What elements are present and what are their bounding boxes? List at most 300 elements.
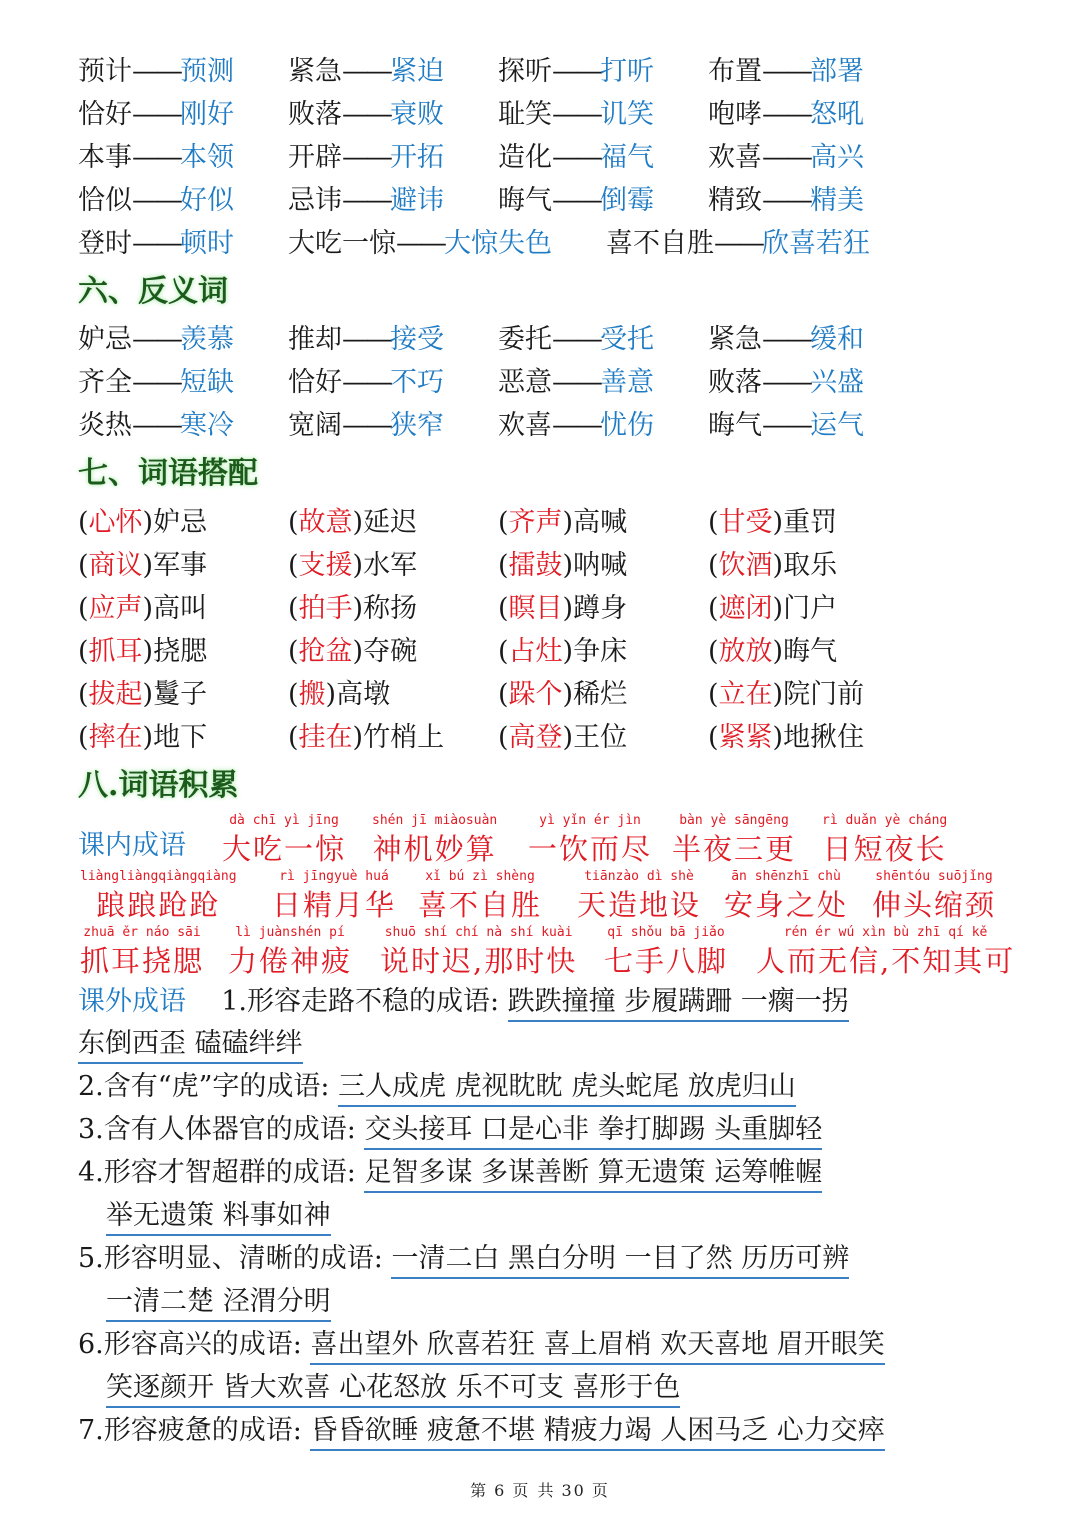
ext-question: 5.形容明显、清晰的成语: (78, 1243, 383, 1274)
base-word: 高喊 (573, 507, 628, 538)
collocation-item (708, 675, 864, 715)
answer-word: 本领 (180, 142, 234, 173)
word: 登时 (78, 228, 132, 259)
close-paren: ) (562, 722, 574, 753)
ext-item-5-cont (106, 1282, 331, 1322)
idiom-item (272, 868, 396, 924)
word: 预计 (78, 56, 132, 87)
word-pair (78, 181, 234, 221)
idiom-pinyin: shēntóu suōjǐng (875, 869, 993, 884)
word: 宽阔 (288, 410, 342, 441)
idiom-pinyin: lì juànshén pí (235, 925, 345, 940)
collocation-item (288, 503, 417, 543)
word: 探听 (498, 56, 552, 87)
dash: —— (396, 228, 444, 259)
filled-word: 齐声 (508, 507, 563, 538)
open-paren: ( (288, 722, 299, 753)
base-word: 院门前 (783, 679, 865, 710)
close-paren: ) (352, 593, 364, 624)
answer-word: 忧伤 (600, 410, 654, 441)
open-paren: ( (78, 722, 89, 753)
open-paren: ( (288, 507, 299, 538)
word-pair (498, 181, 654, 221)
base-word: 妒忌 (153, 507, 208, 538)
close-paren: ) (142, 722, 154, 753)
word-pair (498, 363, 654, 403)
ext-item-4-cont (106, 1196, 331, 1236)
answer-word: 避讳 (390, 185, 444, 216)
idiom-item (372, 812, 497, 868)
antonym-row (0, 320, 1080, 360)
filled-word: 抢盆 (298, 636, 353, 667)
dash: —— (762, 56, 810, 87)
close-paren: ) (142, 507, 154, 538)
idiom-text: 力倦神疲 (228, 944, 353, 978)
word: 喜不自胜 (606, 228, 714, 259)
open-paren: ( (708, 550, 719, 581)
in-class-label: 课内成语 (78, 830, 186, 861)
answer-word: 怒吼 (810, 99, 864, 130)
answer-word: 预测 (180, 56, 234, 87)
dash: —— (762, 324, 810, 355)
ext-answer: 昏昏欲睡 疲惫不堪 精疲力竭 人困马乏 心力交瘁 (310, 1414, 884, 1451)
idiom-item (756, 924, 1015, 980)
base-word: 呐喊 (573, 550, 628, 581)
close-paren: ) (772, 593, 784, 624)
collocation-item (498, 589, 627, 629)
filled-word: 紧紧 (718, 722, 773, 753)
open-paren: ( (78, 593, 89, 624)
collocation-row (0, 675, 1080, 715)
base-word: 地揪住 (783, 722, 865, 753)
base-word: 军事 (153, 550, 208, 581)
close-paren: ) (142, 679, 154, 710)
idiom-pinyin: xǐ bú zì shèng (425, 869, 535, 884)
collocation-item (288, 675, 390, 715)
word: 紧急 (708, 324, 762, 355)
word: 大吃一惊 (288, 228, 396, 259)
base-word: 挠腮 (153, 636, 208, 667)
idiom-text: 大吃一惊 (222, 832, 347, 866)
dash: —— (552, 367, 600, 398)
word-pair (288, 320, 444, 360)
accumulation-heading: 八.词语积累 (78, 768, 239, 803)
idiom-pinyin: yì yǐn ér jìn (539, 813, 641, 828)
base-word: 鬘子 (153, 679, 208, 710)
idiom-item (80, 924, 204, 980)
answer-word: 欣喜若狂 (762, 228, 870, 259)
collocation-item (78, 503, 207, 543)
filled-word: 拍手 (298, 593, 353, 624)
word: 耻笑 (498, 99, 552, 130)
close-paren: ) (352, 550, 364, 581)
open-paren: ( (288, 593, 299, 624)
answer-word: 兴盛 (810, 367, 864, 398)
word: 欢喜 (708, 142, 762, 173)
ext-question: 4.形容才智超群的成语: (78, 1157, 356, 1188)
ext-item-7 (78, 1411, 885, 1451)
idiom-pinyin: liàngliàngqiàngqiàng (80, 869, 237, 884)
filled-word: 遮闭 (718, 593, 773, 624)
idiom-item (222, 812, 346, 868)
dash: —— (342, 367, 390, 398)
close-paren: ) (562, 593, 574, 624)
open-paren: ( (498, 593, 509, 624)
idiom-text: 日精月华 (272, 888, 397, 922)
answer-word: 短缺 (180, 367, 234, 398)
page-footer (0, 1478, 1080, 1501)
ext-question: 6.形容高兴的成语: (78, 1329, 302, 1360)
dash: —— (552, 56, 600, 87)
collocation-item (708, 589, 837, 629)
idiom-text: 抓耳挠腮 (80, 944, 205, 978)
word-pair (498, 95, 654, 135)
ext-answer: 东倒西歪 磕磕绊绊 (78, 1027, 303, 1064)
open-paren: ( (498, 679, 509, 710)
word-pair (708, 52, 864, 92)
answer-word: 羡慕 (180, 324, 234, 355)
answer-word: 紧迫 (390, 56, 444, 87)
word: 造化 (498, 142, 552, 173)
answer-word: 顿时 (180, 228, 234, 259)
word-pair (606, 224, 870, 264)
word: 恶意 (498, 367, 552, 398)
word-pair (708, 320, 864, 360)
word-pair (288, 224, 552, 264)
close-paren: ) (562, 679, 574, 710)
word-pair (288, 138, 444, 178)
footer-suffix: 页 (591, 1481, 610, 1500)
dash: —— (132, 324, 180, 355)
idiom-text: 天造地设 (577, 888, 702, 922)
word: 忌讳 (288, 185, 342, 216)
open-paren: ( (708, 593, 719, 624)
filled-word: 抓耳 (88, 636, 143, 667)
ext-answer: 足智多谋 多谋善断 算无遗策 运筹帷幄 (364, 1156, 822, 1193)
base-word: 蹲身 (573, 593, 628, 624)
word-pair (708, 363, 864, 403)
collocation-item (288, 589, 417, 629)
close-paren: ) (352, 722, 364, 753)
answer-word: 衰败 (390, 99, 444, 130)
idiom-pinyin: ān shēnzhī chù (731, 869, 841, 884)
close-paren: ) (142, 550, 154, 581)
idiom-pinyin: rén ér wú xìn bù zhī qí kě (783, 925, 988, 940)
filled-word: 拔起 (88, 679, 143, 710)
idiom-item (672, 812, 796, 868)
idiom-item (872, 868, 996, 924)
open-paren: ( (708, 722, 719, 753)
ext-answer: 笑逐颜开 皆大欢喜 心花怒放 乐不可支 喜形于色 (106, 1371, 680, 1408)
dash: —— (342, 56, 390, 87)
antonym-row (0, 406, 1080, 446)
collocation-item (78, 589, 207, 629)
idiom-text: 日短夜长 (822, 832, 947, 866)
open-paren: ( (498, 636, 509, 667)
ext-answer: 举无遗策 料事如神 (106, 1199, 331, 1236)
collocation-heading: 七、词语搭配 (78, 456, 258, 491)
base-word: 稀烂 (573, 679, 628, 710)
idiom-text: 神机妙算 (372, 832, 497, 866)
idiom-pinyin: tiānzào dì shè (584, 869, 694, 884)
ext-item-4 (78, 1153, 822, 1193)
word: 布置 (708, 56, 762, 87)
collocation-row (0, 632, 1080, 672)
word: 委托 (498, 324, 552, 355)
answer-word: 受托 (600, 324, 654, 355)
filled-word: 跺个 (508, 679, 563, 710)
dash: —— (132, 228, 180, 259)
ext-answer: 三人成虎 虎视眈眈 虎头蛇尾 放虎归山 (338, 1070, 796, 1107)
dash: —— (132, 410, 180, 441)
base-word: 重罚 (783, 507, 838, 538)
word: 欢喜 (498, 410, 552, 441)
collocation-item (78, 632, 207, 672)
ext-item-5 (78, 1239, 849, 1279)
answer-word: 接受 (390, 324, 444, 355)
collocation-item (708, 632, 837, 672)
base-word: 高墩 (336, 679, 391, 710)
word: 败落 (708, 367, 762, 398)
close-paren: ) (562, 636, 574, 667)
dash: —— (762, 185, 810, 216)
word: 败落 (288, 99, 342, 130)
dash: —— (132, 367, 180, 398)
filled-word: 故意 (298, 507, 353, 538)
dash: —— (342, 410, 390, 441)
antonyms-heading: 六、反义词 (78, 274, 228, 309)
idiom-item (604, 924, 728, 980)
word: 本事 (78, 142, 132, 173)
base-word: 竹梢上 (363, 722, 445, 753)
answer-word: 狭窄 (390, 410, 444, 441)
synonym-row (0, 52, 1080, 92)
word-pair (708, 95, 864, 135)
idiom-text: 半夜三更 (672, 832, 797, 866)
collocation-row (0, 589, 1080, 629)
out-class-label: 课外成语 (78, 986, 186, 1017)
base-word: 夺碗 (363, 636, 418, 667)
answer-word: 善意 (600, 367, 654, 398)
ext-item-1-cont (78, 1024, 303, 1064)
answer-word: 福气 (600, 142, 654, 173)
ext-item-6 (78, 1325, 885, 1365)
dash: —— (342, 99, 390, 130)
idiom-text: 踉踉跄跄 (96, 888, 221, 922)
dash: —— (342, 324, 390, 355)
word: 恰好 (288, 367, 342, 398)
filled-word: 商议 (88, 550, 143, 581)
idiom-text: 人而无信,不知其可 (756, 944, 1016, 978)
idiom-pinyin: shén jī miàosuàn (372, 813, 498, 828)
base-word: 高叫 (153, 593, 208, 624)
open-paren: ( (288, 550, 299, 581)
word: 恰似 (78, 185, 132, 216)
word: 推却 (288, 324, 342, 355)
collocation-item (78, 718, 207, 758)
answer-word: 刚好 (180, 99, 234, 130)
ext-answer: 一清二楚 泾渭分明 (106, 1285, 331, 1322)
dash: —— (132, 56, 180, 87)
footer-page-number: 6 (494, 1481, 507, 1500)
base-word: 门户 (783, 593, 838, 624)
close-paren: ) (772, 636, 784, 667)
word: 精致 (708, 185, 762, 216)
idiom-item (724, 868, 848, 924)
collocation-item (498, 503, 627, 543)
word-pair (78, 406, 234, 446)
filled-word: 应声 (88, 593, 143, 624)
word-pair (708, 181, 864, 221)
open-paren: ( (78, 679, 89, 710)
word-pair (708, 406, 864, 446)
idiom-pinyin: dà chī yì jīng (229, 813, 339, 828)
ext-answer: 喜出望外 欣喜若狂 喜上眉梢 欢天喜地 眉开眼笑 (310, 1328, 884, 1365)
idiom-item (380, 924, 577, 980)
close-paren: ) (352, 636, 364, 667)
word-pair (78, 363, 234, 403)
filled-word: 高登 (508, 722, 563, 753)
dash: —— (342, 185, 390, 216)
answer-word: 高兴 (810, 142, 864, 173)
idiom-item (528, 812, 652, 868)
word-pair (78, 95, 234, 135)
footer-total-pages: 30 (561, 1481, 586, 1500)
idiom-pinyin: rì jīngyuè huá (279, 869, 389, 884)
idiom-item (822, 812, 947, 868)
word-pair (78, 320, 234, 360)
word-pair (288, 363, 444, 403)
dash: —— (552, 99, 600, 130)
word: 咆哮 (708, 99, 762, 130)
antonym-row (0, 363, 1080, 403)
filled-word: 占灶 (508, 636, 563, 667)
dash: —— (132, 185, 180, 216)
close-paren: ) (325, 679, 337, 710)
idiom-pinyin: qī shǒu bā jiǎo (607, 925, 725, 940)
dash: —— (762, 99, 810, 130)
filled-word: 擂鼓 (508, 550, 563, 581)
answer-word: 大惊失色 (444, 228, 552, 259)
dash: —— (132, 99, 180, 130)
dash: —— (342, 142, 390, 173)
ext-item-2 (78, 1067, 796, 1107)
idiom-text: 喜不自胜 (418, 888, 543, 922)
idiom-text: 伸头缩颈 (872, 888, 997, 922)
close-paren: ) (772, 722, 784, 753)
open-paren: ( (708, 636, 719, 667)
open-paren: ( (78, 550, 89, 581)
answer-word: 讥笑 (600, 99, 654, 130)
open-paren: ( (708, 679, 719, 710)
footer-prefix: 第 (470, 1481, 489, 1500)
filled-word: 饮酒 (718, 550, 773, 581)
open-paren: ( (708, 507, 719, 538)
close-paren: ) (562, 507, 574, 538)
filled-word: 甘受 (718, 507, 773, 538)
open-paren: ( (498, 550, 509, 581)
idiom-pinyin: bàn yè sāngēng (679, 813, 789, 828)
idiom-text: 安身之处 (724, 888, 849, 922)
word-pair (288, 52, 444, 92)
dash: —— (714, 228, 762, 259)
idiom-row (0, 868, 1080, 928)
word: 齐全 (78, 367, 132, 398)
word-pair (708, 138, 864, 178)
word-pair (498, 138, 654, 178)
word-pair (78, 138, 234, 178)
word: 紧急 (288, 56, 342, 87)
answer-word: 不巧 (390, 367, 444, 398)
close-paren: ) (352, 507, 364, 538)
idiom-item (80, 868, 237, 924)
idiom-item (418, 868, 542, 924)
base-word: 王位 (573, 722, 628, 753)
answer-word: 部署 (810, 56, 864, 87)
filled-word: 搬 (298, 679, 326, 710)
collocation-item (78, 546, 207, 586)
ext-question: 7.形容疲惫的成语: (78, 1415, 302, 1446)
dash: —— (132, 142, 180, 173)
dash: —— (552, 324, 600, 355)
dash: —— (552, 185, 600, 216)
idiom-item (577, 868, 701, 924)
collocation-item (78, 675, 207, 715)
close-paren: ) (772, 550, 784, 581)
synonym-row (0, 181, 1080, 221)
word-pair (288, 181, 444, 221)
footer-mid: 页 共 (512, 1481, 556, 1500)
close-paren: ) (772, 679, 784, 710)
collocation-item (288, 632, 417, 672)
idiom-pinyin: shuō shí chí nà shí kuài (384, 925, 573, 940)
filled-word: 摔在 (88, 722, 143, 753)
close-paren: ) (142, 636, 154, 667)
ext-item-6-cont (106, 1368, 680, 1408)
close-paren: ) (562, 550, 574, 581)
word-pair (78, 224, 234, 264)
synonym-row (0, 95, 1080, 135)
filled-word: 心怀 (88, 507, 143, 538)
word: 恰好 (78, 99, 132, 130)
filled-word: 瞑目 (508, 593, 563, 624)
word: 晦气 (708, 410, 762, 441)
open-paren: ( (288, 636, 299, 667)
base-word: 取乐 (783, 550, 838, 581)
ext-answer: 一清二白 黑白分明 一目了然 历历可辨 (391, 1242, 849, 1279)
answer-word: 运气 (810, 410, 864, 441)
word-pair (498, 52, 654, 92)
collocation-row (0, 503, 1080, 543)
dash: —— (552, 142, 600, 173)
ext-question: 1.形容走路不稳的成语: (221, 986, 500, 1017)
word: 开辟 (288, 142, 342, 173)
dash: —— (552, 410, 600, 441)
base-word: 地下 (153, 722, 208, 753)
word-pair (78, 52, 234, 92)
base-word: 称扬 (363, 593, 418, 624)
synonym-row (0, 224, 1080, 264)
open-paren: ( (78, 636, 89, 667)
base-word: 晦气 (783, 636, 838, 667)
filled-word: 支援 (298, 550, 353, 581)
idiom-row (0, 812, 1080, 872)
dash: —— (762, 367, 810, 398)
open-paren: ( (498, 507, 509, 538)
answer-word: 开拓 (390, 142, 444, 173)
collocation-item (498, 546, 627, 586)
base-word: 延迟 (363, 507, 418, 538)
